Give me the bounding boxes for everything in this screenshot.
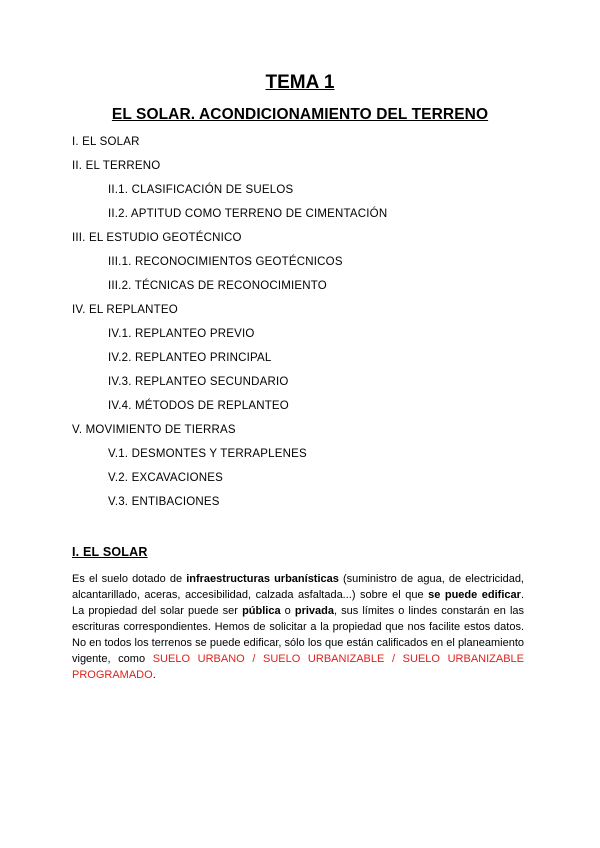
paragraph-bold-term: privada (294, 605, 335, 617)
toc-item: V.3. ENTIBACIONES (108, 496, 220, 508)
toc-item: V. MOVIMIENTO DE TIERRAS (72, 424, 236, 436)
toc-item: IV. EL REPLANTEO (72, 304, 178, 316)
toc-item: IV.4. MÉTODOS DE REPLANTEO (108, 400, 289, 412)
toc-item: II.1. CLASIFICACIÓN DE SUELOS (108, 184, 294, 196)
section-heading: I. EL SOLAR (72, 545, 148, 559)
toc-item: II.2. APTITUD COMO TERRENO DE CIMENTACIÓN (108, 208, 388, 220)
paragraph-text: o (280, 605, 295, 617)
toc-item: I. EL SOLAR (72, 136, 140, 148)
toc-item: IV.1. REPLANTEO PREVIO (108, 328, 255, 340)
paragraph-text: (suministro de agua, de electricidad, alcantarillado, aceras, accesibilidad, calzada asfaltada...) sobre el que (72, 573, 524, 601)
document-title: TEMA 1 (265, 72, 335, 93)
paragraph-text: . La propiedad del solar puede ser (72, 589, 524, 617)
toc-item: III. EL ESTUDIO GEOTÉCNICO (72, 232, 242, 244)
paragraph-bold-term: se puede edificar (428, 589, 521, 601)
toc-item: IV.2. REPLANTEO PRINCIPAL (108, 352, 272, 364)
paragraph-red-highlight: SUELO URBANO / SUELO URBANIZABLE / SUELO URBANIZABLE PROGRAMADO (72, 653, 524, 681)
section-paragraph (72, 571, 524, 683)
toc-item: V.2. EXCAVACIONES (108, 472, 224, 484)
paragraph-text: , sus límites o lindes constarán en las escrituras correspondientes. Hemos de solicitar a la propiedad que nos facilite estos datos. No en todos los terrenos se puede edificar, sólo los que están calificados en el planeamiento vigente, como (72, 605, 525, 665)
toc-item: III.1. RECONOCIMIENTOS GEOTÉCNICOS (108, 256, 343, 268)
paragraph-bold-term: pública (242, 605, 281, 617)
toc-item: II. EL TERRENO (72, 160, 161, 172)
paragraph-text: Es el suelo dotado de (72, 573, 187, 585)
paragraph-bold-term: infraestructuras urbanísticas (186, 573, 339, 585)
toc-item: IV.3. REPLANTEO SECUNDARIO (108, 376, 289, 388)
toc-item: V.1. DESMONTES Y TERRAPLENES (108, 448, 307, 460)
document-subtitle: EL SOLAR. ACONDICIONAMIENTO DEL TERRENO (111, 106, 489, 123)
toc-item: III.2. TÉCNICAS DE RECONOCIMIENTO (108, 280, 327, 292)
paragraph-text: . (152, 669, 156, 681)
